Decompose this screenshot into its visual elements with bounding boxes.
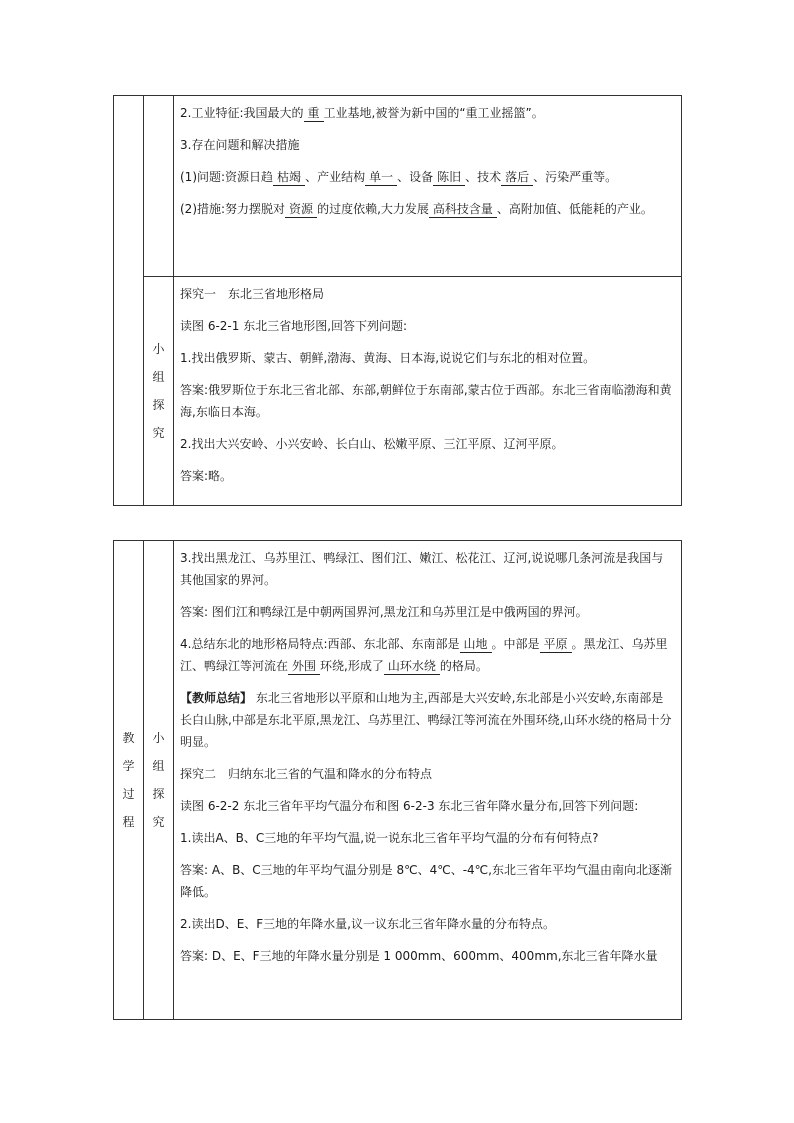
explore2-title: 探究二 归纳东北三省的气温和降水的分布特点 <box>180 767 433 781</box>
answer-5: 答案: A、B、C三地的年平均气温分别是 8℃、4℃、-4℃,东北三省年平均气温由南向北逐渐降低。 <box>180 863 672 899</box>
text: (2)措施:努力摆脱对 <box>180 202 286 216</box>
read-instruction-2: 读图 6-2-2 东北三省年平均气温分布和图 6-2-3 东北三省年降水量分布,回答下列问题: <box>180 799 639 813</box>
question-6: 2.读出D、E、F三地的年降水量,议一议东北三省年降水量的分布特点。 <box>180 917 555 931</box>
text: 2.工业特征:我国最大的 <box>180 106 304 120</box>
text: 4.总结东北的地形格局特点:西部、东北部、东南部是 <box>180 637 460 651</box>
measure-paragraph <box>180 198 673 220</box>
table1-content-cell-bottom <box>174 277 682 506</box>
industry-feature-paragraph <box>180 102 673 124</box>
table1-blank-label-cell <box>144 96 174 277</box>
group-label-cell <box>144 541 174 1020</box>
label-char: 小 <box>152 342 165 356</box>
label-char: 程 <box>122 815 135 829</box>
fill-blank: 平原 <box>540 637 572 653</box>
label-char: 过 <box>122 787 135 801</box>
text: 。中部是 <box>491 637 540 651</box>
text: 的格局。 <box>439 659 488 673</box>
text: 、产业结构 <box>305 170 366 184</box>
text: (1)问题:资源日趋 <box>180 170 274 184</box>
table1-outer-label-cell <box>114 96 144 506</box>
label-char: 探 <box>152 787 165 801</box>
fill-blank: 枯竭 <box>273 170 305 186</box>
text: 工业基地,被誉为新中国的“重工业摇篮”。 <box>323 106 544 120</box>
problems-title: 3.存在问题和解决措施 <box>180 138 300 152</box>
teaching-process-label <box>114 724 143 836</box>
group-label <box>144 724 173 836</box>
text: 、技术 <box>465 170 502 184</box>
table1-content-cell-top <box>174 96 682 277</box>
answer-3: 答案: 图们江和鸭绿江是中朝两国界河,黑龙江和乌苏里江是中俄两国的界河。 <box>180 605 588 619</box>
label-char: 究 <box>152 426 165 440</box>
lesson-table-2 <box>113 540 682 1020</box>
question-2: 2.找出大兴安岭、小兴安岭、长白山、松嫩平原、三江平原、辽河平原。 <box>180 437 564 451</box>
label-char: 究 <box>152 815 165 829</box>
lesson-table-1 <box>113 95 682 506</box>
label-char: 组 <box>152 370 165 384</box>
problem-paragraph <box>180 166 673 188</box>
text: 、污染严重等。 <box>533 170 618 184</box>
table1-group-label-cell <box>144 277 174 506</box>
label-char: 教 <box>122 731 135 745</box>
explore1-title: 探究一 东北三省地形格局 <box>180 287 325 301</box>
answer-2: 答案:略。 <box>180 469 233 483</box>
question-4 <box>180 633 673 677</box>
fill-blank: 陈旧 <box>433 170 465 186</box>
fill-blank: 外围 <box>288 659 320 675</box>
summary-text: 东北三省地形以平原和山地为主,西部是大兴安岭,东北部是小兴安岭,东南部是长白山脉,中部是东北平原,黑龙江、乌苏里江、鸭绿江等河流在外围环绕,山环水绕的格局十分明显。 <box>180 691 672 749</box>
table2-content-cell <box>174 541 682 1020</box>
fill-blank: 高科技含量 <box>429 202 497 218</box>
label-char: 组 <box>152 759 165 773</box>
question-3: 3.找出黑龙江、乌苏里江、鸭绿江、图们江、嫩江、松花江、辽河,说说哪几条河流是我国与其他国家的界河。 <box>180 551 664 587</box>
text: 、设备 <box>397 170 434 184</box>
fill-blank: 山地 <box>460 637 492 653</box>
label-char: 学 <box>122 759 135 773</box>
read-instruction-1: 读图 6-2-1 东北三省地形图,回答下列问题: <box>180 319 408 333</box>
text: 、高附加值、低能耗的产业。 <box>496 202 653 216</box>
summary-heading: 【教师总结】 <box>180 691 253 705</box>
teacher-summary <box>180 687 673 753</box>
group-label <box>144 335 173 447</box>
answer-1: 答案:俄罗斯位于东北三省北部、东部,朝鲜位于东南部,蒙古位于西部。东北三省南临渤海和黄海,东临日本海。 <box>180 383 672 419</box>
question-5: 1.读出A、B、C三地的年平均气温,说一说东北三省年平均气温的分布有何特点? <box>180 831 599 845</box>
outer-label-cell <box>114 541 144 1020</box>
fill-blank: 资源 <box>285 202 317 218</box>
text: 。黑龙江、乌苏里江、鸭绿江等河流在 <box>180 637 668 673</box>
fill-blank: 重 <box>304 106 324 122</box>
fill-blank: 单一 <box>365 170 397 186</box>
label-char: 小 <box>152 731 165 745</box>
fill-blank: 山环水绕 <box>384 659 440 675</box>
fill-blank: 落后 <box>501 170 533 186</box>
text: 环绕,形成了 <box>320 659 384 673</box>
answer-6: 答案: D、E、F三地的年降水量分别是 1 000mm、600mm、400mm,东北三省年降水量 <box>180 949 658 963</box>
question-1: 1.找出俄罗斯、蒙古、朝鲜,渤海、黄海、日本海,说说它们与东北的相对位置。 <box>180 351 596 365</box>
label-char: 探 <box>152 398 165 412</box>
text: 的过度依赖,大力发展 <box>317 202 429 216</box>
